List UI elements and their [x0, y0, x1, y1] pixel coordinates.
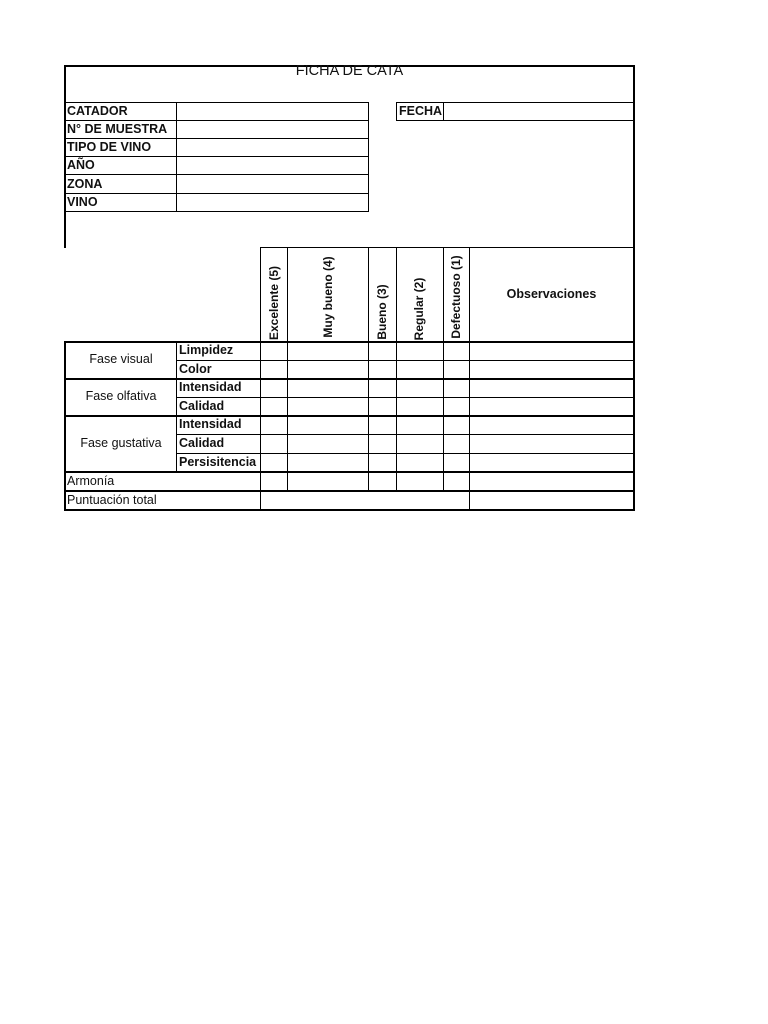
score-cell-defectuoso[interactable] — [444, 398, 469, 415]
attribute-intensidad-olfativa: Intensidad — [179, 380, 242, 394]
field-label-catador: CATADOR — [67, 104, 128, 118]
table-grid-line — [64, 341, 66, 511]
score-cell-excelente[interactable] — [261, 343, 287, 360]
info-grid-line — [64, 174, 369, 175]
score-cell-observaciones[interactable] — [470, 473, 633, 490]
fecha-label: FECHA — [399, 104, 443, 118]
fecha-value[interactable] — [447, 104, 630, 118]
score-cell-muy-bueno[interactable] — [288, 473, 368, 490]
table-grid-line — [176, 341, 177, 472]
table-grid-line — [64, 509, 635, 511]
score-cell-regular[interactable] — [397, 435, 443, 453]
score-cell-excelente[interactable] — [261, 454, 287, 471]
score-cell-regular[interactable] — [397, 361, 443, 378]
phase-olfativa: Fase olfativa — [85, 389, 157, 403]
score-cell-muy-bueno[interactable] — [288, 398, 368, 415]
score-cell-regular[interactable] — [397, 343, 443, 360]
phase-visual: Fase visual — [89, 352, 153, 366]
score-cell-bueno[interactable] — [369, 398, 396, 415]
total-label: Puntuación total — [67, 493, 157, 507]
field-label-muestra: N° DE MUESTRA — [67, 122, 168, 136]
fecha-box-line — [396, 102, 634, 103]
info-grid-line — [64, 193, 369, 194]
rating-header-excelente: Excelente (5) — [267, 265, 281, 341]
field-value-catador[interactable] — [180, 104, 366, 118]
score-cell-bueno[interactable] — [369, 435, 396, 453]
score-cell-muy-bueno[interactable] — [288, 343, 368, 360]
score-cell-regular[interactable] — [397, 473, 443, 490]
info-grid-line — [64, 120, 369, 121]
score-cell-observaciones[interactable] — [470, 380, 633, 397]
info-grid-line — [368, 102, 369, 212]
score-cell-excelente[interactable] — [261, 361, 287, 378]
score-cell-excelente[interactable] — [261, 398, 287, 415]
rating-header-defectuoso: Defectuoso (1) — [449, 255, 463, 339]
score-cell-bueno[interactable] — [369, 343, 396, 360]
total-score-cell[interactable] — [261, 492, 469, 509]
attribute-color: Color — [179, 362, 212, 376]
field-value-muestra[interactable] — [180, 122, 366, 136]
attribute-persistencia: Persisitencia — [179, 455, 257, 469]
score-cell-defectuoso[interactable] — [444, 454, 469, 471]
total-observations-cell[interactable] — [470, 492, 633, 509]
score-cell-observaciones[interactable] — [470, 398, 633, 415]
score-cell-observaciones[interactable] — [470, 361, 633, 378]
attribute-limpidez: Limpidez — [179, 343, 234, 357]
score-cell-excelente[interactable] — [261, 473, 287, 490]
rating-header-bueno: Bueno (3) — [375, 284, 389, 340]
fecha-box-line — [396, 102, 397, 121]
score-cell-observaciones[interactable] — [470, 435, 633, 453]
frame-right — [633, 65, 635, 511]
info-grid-line — [176, 102, 177, 212]
score-cell-regular[interactable] — [397, 398, 443, 415]
info-grid-line — [64, 156, 369, 157]
field-label-tipo-de-vino: TIPO DE VINO — [67, 140, 152, 154]
table-grid-line — [261, 247, 634, 248]
score-cell-regular[interactable] — [397, 380, 443, 397]
score-cell-excelente[interactable] — [261, 380, 287, 397]
phase-gustativa: Fase gustativa — [80, 436, 162, 450]
score-cell-muy-bueno[interactable] — [288, 417, 368, 434]
score-cell-observaciones[interactable] — [470, 417, 633, 434]
score-cell-defectuoso[interactable] — [444, 417, 469, 434]
field-value-ano[interactable] — [180, 158, 366, 172]
field-value-vino[interactable] — [180, 195, 366, 209]
info-grid-line — [64, 211, 369, 212]
rating-header-regular: Regular (2) — [412, 277, 426, 341]
info-grid-line — [64, 102, 369, 103]
score-cell-regular[interactable] — [397, 454, 443, 471]
score-cell-regular[interactable] — [397, 417, 443, 434]
field-label-zona: ZONA — [67, 177, 103, 191]
attribute-intensidad-gustativa: Intensidad — [179, 417, 242, 431]
score-cell-defectuoso[interactable] — [444, 473, 469, 490]
info-grid-line — [64, 138, 369, 139]
attribute-calidad-olfativa: Calidad — [179, 399, 225, 413]
attribute-calidad-gustativa: Calidad — [179, 436, 225, 450]
score-cell-bueno[interactable] — [369, 361, 396, 378]
fecha-box-line — [443, 102, 444, 121]
score-cell-bueno[interactable] — [369, 417, 396, 434]
field-label-ano: AÑO — [67, 158, 95, 172]
score-cell-muy-bueno[interactable] — [288, 435, 368, 453]
score-cell-muy-bueno[interactable] — [288, 361, 368, 378]
field-label-vino: VINO — [67, 195, 98, 209]
score-cell-defectuoso[interactable] — [444, 361, 469, 378]
page-title: FICHA DE CATA — [295, 63, 404, 79]
observations-header: Observaciones — [506, 287, 597, 301]
field-value-zona[interactable] — [180, 177, 366, 191]
score-cell-defectuoso[interactable] — [444, 435, 469, 453]
score-cell-excelente[interactable] — [261, 435, 287, 453]
score-cell-bueno[interactable] — [369, 380, 396, 397]
field-value-tipo-de-vino[interactable] — [180, 140, 366, 154]
fecha-box-line — [396, 120, 634, 121]
score-cell-defectuoso[interactable] — [444, 380, 469, 397]
rating-header-muy-bueno: Muy bueno (4) — [321, 256, 335, 338]
score-cell-excelente[interactable] — [261, 417, 287, 434]
score-cell-observaciones[interactable] — [470, 343, 633, 360]
score-cell-defectuoso[interactable] — [444, 343, 469, 360]
table-grid-line — [260, 247, 261, 511]
harmony-label: Armonía — [67, 474, 115, 488]
score-cell-muy-bueno[interactable] — [288, 380, 368, 397]
score-cell-muy-bueno[interactable] — [288, 454, 368, 471]
score-cell-observaciones[interactable] — [470, 454, 633, 471]
score-cell-bueno[interactable] — [369, 473, 396, 490]
score-cell-bueno[interactable] — [369, 454, 396, 471]
